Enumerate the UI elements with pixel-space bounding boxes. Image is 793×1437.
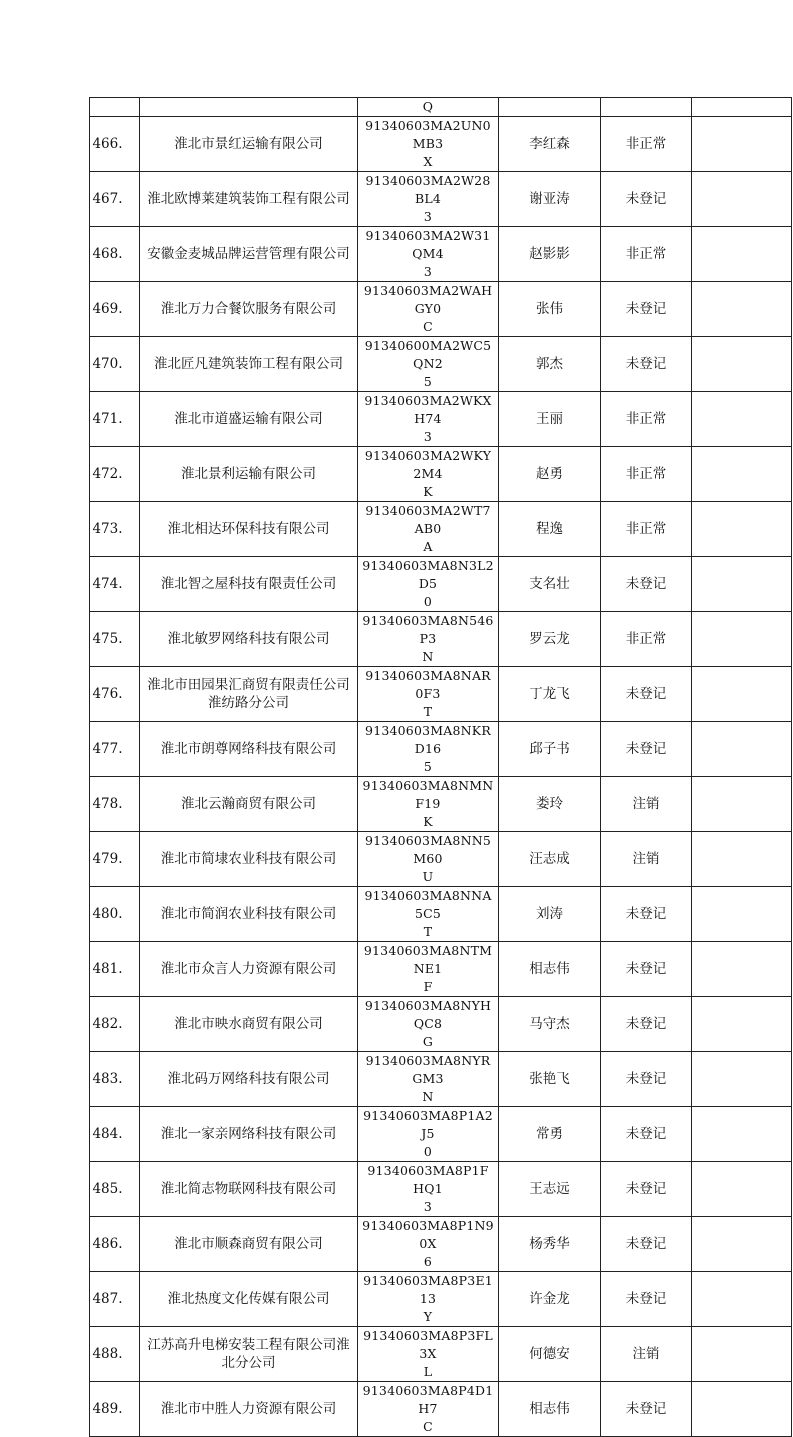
legal-person: 赵影影: [499, 227, 601, 282]
row-number: 487.: [90, 1272, 140, 1327]
company-name: 淮北市景红运输有限公司: [140, 117, 358, 172]
company-name: 淮北市道盛运输有限公司: [140, 392, 358, 447]
credit-code-line2: 5: [423, 759, 433, 774]
row-number: 477.: [90, 722, 140, 777]
credit-code: [358, 997, 499, 1052]
table-row: [90, 997, 792, 1052]
remark-cell: [692, 337, 792, 392]
table-row: [90, 1382, 792, 1437]
remark-cell: [692, 667, 792, 722]
company-name: 淮北一家亲网络科技有限公司: [140, 1107, 358, 1162]
credit-code-line2: C: [423, 319, 433, 334]
credit-code-line2: G: [422, 1034, 434, 1049]
number-cell: [90, 98, 140, 117]
tax-status: 非正常: [601, 447, 692, 502]
company-name: 淮北市映水商贸有限公司: [140, 997, 358, 1052]
credit-code-line1: 91340603MA8P1FHQ1: [367, 1163, 489, 1196]
company-name: 江苏高升电梯安装工程有限公司淮北分公司: [140, 1327, 358, 1382]
credit-code: [358, 1272, 499, 1327]
tax-status: 非正常: [601, 227, 692, 282]
credit-code-line2: A: [423, 539, 433, 554]
table-row: [90, 1107, 792, 1162]
company-name: 淮北市简埭农业科技有限公司: [140, 832, 358, 887]
company-name: 淮北市顺森商贸有限公司: [140, 1217, 358, 1272]
credit-code-line2: 3: [423, 429, 433, 444]
credit-code-line1: 91340603MA8NAR0F3: [365, 668, 491, 701]
row-number: 484.: [90, 1107, 140, 1162]
credit-code-line1: 91340600MA2WC5QN2: [364, 338, 492, 371]
tax-status: 未登记: [601, 997, 692, 1052]
credit-code-line1: 91340603MA8N3L2D5: [362, 558, 494, 591]
remark-cell: [692, 1162, 792, 1217]
legal-person: 许金龙: [499, 1272, 601, 1327]
table-row: [90, 887, 792, 942]
remark-cell: [692, 227, 792, 282]
legal-person: 赵勇: [499, 447, 601, 502]
credit-code-line1: 91340603MA2UN0MB3: [365, 118, 491, 151]
tax-status: 未登记: [601, 282, 692, 337]
table-row: [90, 667, 792, 722]
remark-cell: [692, 98, 792, 117]
remark-cell: [692, 172, 792, 227]
credit-code: [358, 667, 499, 722]
remark-cell: [692, 282, 792, 337]
remark-cell: [692, 447, 792, 502]
remark-cell: [692, 1272, 792, 1327]
credit-code-line1: 91340603MA2WT7AB0: [365, 503, 491, 536]
credit-code: [358, 392, 499, 447]
row-number: 470.: [90, 337, 140, 392]
credit-code: [358, 942, 499, 997]
legal-person: 张艳飞: [499, 1052, 601, 1107]
credit-code: [358, 1052, 499, 1107]
credit-code: [358, 502, 499, 557]
credit-code: [358, 227, 499, 282]
legal-person: 汪志成: [499, 832, 601, 887]
remark-cell: [692, 117, 792, 172]
tax-status: 未登记: [601, 1162, 692, 1217]
credit-code-cell: Q: [358, 98, 499, 117]
credit-code-line1: 91340603MA8P3E113: [363, 1273, 493, 1306]
row-number: 475.: [90, 612, 140, 667]
credit-code-line1: 91340603MA8P1A2J5: [363, 1108, 493, 1141]
company-name: 淮北相达环保科技有限公司: [140, 502, 358, 557]
legal-person: 支名壮: [499, 557, 601, 612]
credit-code-line2: K: [423, 814, 433, 829]
tax-status: 未登记: [601, 942, 692, 997]
remark-cell: [692, 502, 792, 557]
row-number: 468.: [90, 227, 140, 282]
legal-person: 王志远: [499, 1162, 601, 1217]
tax-status: 非正常: [601, 502, 692, 557]
company-name: 安徽金麦城品牌运营管理有限公司: [140, 227, 358, 282]
legal-person: 刘涛: [499, 887, 601, 942]
credit-code-line1: 91340603MA2WAHGY0: [363, 283, 493, 316]
company-name: 淮北景利运输有限公司: [140, 447, 358, 502]
credit-code-line1: 91340603MA2WKY2M4: [364, 448, 492, 481]
legal-person: 李红森: [499, 117, 601, 172]
credit-code: [358, 172, 499, 227]
row-number: 483.: [90, 1052, 140, 1107]
row-number: 473.: [90, 502, 140, 557]
tax-status: 未登记: [601, 667, 692, 722]
table-row: [90, 447, 792, 502]
company-name-cell: [140, 98, 358, 117]
table-row: [90, 557, 792, 612]
remark-cell: [692, 1217, 792, 1272]
row-number: 489.: [90, 1382, 140, 1437]
credit-code: [358, 612, 499, 667]
legal-person: 娄玲: [499, 777, 601, 832]
credit-code-line2: Y: [423, 1309, 433, 1324]
tax-status: 未登记: [601, 1217, 692, 1272]
row-number: 467.: [90, 172, 140, 227]
tax-status: 未登记: [601, 172, 692, 227]
credit-code: [358, 1327, 499, 1382]
legal-person: 杨秀华: [499, 1217, 601, 1272]
legal-person: 相志伟: [499, 942, 601, 997]
credit-code-line2: 6: [423, 1254, 433, 1269]
company-name: 淮北码万网络科技有限公司: [140, 1052, 358, 1107]
credit-code: [358, 1382, 499, 1437]
credit-code-line1: 91340603MA2W28BL4: [365, 173, 491, 206]
remark-cell: [692, 557, 792, 612]
credit-code-line1: 91340603MA8P3FL3X: [363, 1328, 493, 1361]
tax-status: 未登记: [601, 337, 692, 392]
row-number: 469.: [90, 282, 140, 337]
legal-person: 邱子书: [499, 722, 601, 777]
company-name: 淮北市朗尊网络科技有限公司: [140, 722, 358, 777]
credit-code-line2: T: [423, 704, 433, 719]
tax-status: 注销: [601, 832, 692, 887]
credit-code-line2: U: [422, 869, 434, 884]
company-name: 淮北市众言人力资源有限公司: [140, 942, 358, 997]
row-number: 472.: [90, 447, 140, 502]
taxpayer-status-table: [89, 97, 792, 1437]
row-number: 481.: [90, 942, 140, 997]
credit-code-line1: 91340603MA8P1N90X: [362, 1218, 494, 1251]
table-row-continuation: [90, 98, 792, 117]
company-name: 淮北云瀚商贸有限公司: [140, 777, 358, 832]
credit-code-line2: N: [422, 1089, 434, 1104]
credit-code-line2: 3: [423, 1199, 433, 1214]
tax-status: 未登记: [601, 557, 692, 612]
credit-code-line1: 91340603MA8NMNF19: [362, 778, 494, 811]
remark-cell: [692, 832, 792, 887]
credit-code-line1: 91340603MA8NYRGM3: [365, 1053, 491, 1086]
company-name: 淮北市中胜人力资源有限公司: [140, 1382, 358, 1437]
legal-person-cell: [499, 98, 601, 117]
table-row: [90, 392, 792, 447]
table-row: [90, 777, 792, 832]
table-row: [90, 227, 792, 282]
credit-code-line2: N: [422, 649, 434, 664]
row-number: 486.: [90, 1217, 140, 1272]
row-number: 485.: [90, 1162, 140, 1217]
row-number: 478.: [90, 777, 140, 832]
credit-code: [358, 887, 499, 942]
credit-code-line1: 91340603MA8NN5M60: [364, 833, 492, 866]
row-number: 471.: [90, 392, 140, 447]
legal-person: 张伟: [499, 282, 601, 337]
credit-code-line2: F: [423, 979, 433, 994]
legal-person: 郭杰: [499, 337, 601, 392]
legal-person: 何德安: [499, 1327, 601, 1382]
row-number: 476.: [90, 667, 140, 722]
credit-code-line1: 91340603MA8NKRD16: [365, 723, 491, 756]
legal-person: 谢亚涛: [499, 172, 601, 227]
credit-code-line2: 0: [423, 1144, 433, 1159]
remark-cell: [692, 942, 792, 997]
remark-cell: [692, 1052, 792, 1107]
table-row: [90, 282, 792, 337]
credit-code-line2: L: [423, 1364, 433, 1379]
remark-cell: [692, 1382, 792, 1437]
remark-cell: [692, 392, 792, 447]
tax-status: 未登记: [601, 1052, 692, 1107]
table-row: [90, 1217, 792, 1272]
remark-cell: [692, 612, 792, 667]
credit-code-line1: 91340603MA2WKXH74: [364, 393, 492, 426]
credit-code-line1: 91340603MA2W31QM4: [365, 228, 491, 261]
legal-person: 相志伟: [499, 1382, 601, 1437]
company-name: 淮北敏罗网络科技有限公司: [140, 612, 358, 667]
credit-code-line2: 0: [423, 594, 433, 609]
credit-code-line1: 91340603MA8NNA5C5: [364, 888, 492, 921]
table-row: [90, 942, 792, 997]
credit-code: [358, 282, 499, 337]
tax-status: 未登记: [601, 1382, 692, 1437]
table-row: [90, 1272, 792, 1327]
credit-code: [358, 832, 499, 887]
company-name: 淮北热度文化传媒有限公司: [140, 1272, 358, 1327]
company-name: 淮北匠凡建筑装饰工程有限公司: [140, 337, 358, 392]
tax-status: 非正常: [601, 612, 692, 667]
table-row: [90, 612, 792, 667]
company-name: 淮北欧博莱建筑装饰工程有限公司: [140, 172, 358, 227]
tax-status: 未登记: [601, 722, 692, 777]
company-name: 淮北万力合餐饮服务有限公司: [140, 282, 358, 337]
credit-code: [358, 777, 499, 832]
credit-code: [358, 557, 499, 612]
remark-cell: [692, 1327, 792, 1382]
tax-status: 非正常: [601, 117, 692, 172]
company-name: 淮北智之屋科技有限责任公司: [140, 557, 358, 612]
legal-person: 程逸: [499, 502, 601, 557]
credit-code-line1: 91340603MA8N546P3: [362, 613, 494, 646]
tax-status: 未登记: [601, 1272, 692, 1327]
table-row: [90, 172, 792, 227]
table-row: [90, 1162, 792, 1217]
credit-code-line2: 3: [423, 264, 433, 279]
credit-code: [358, 1162, 499, 1217]
credit-code: [358, 1107, 499, 1162]
company-name: 淮北简志物联网科技有限公司: [140, 1162, 358, 1217]
legal-person: 罗云龙: [499, 612, 601, 667]
row-number: 474.: [90, 557, 140, 612]
legal-person: 丁龙飞: [499, 667, 601, 722]
remark-cell: [692, 777, 792, 832]
table-row: [90, 722, 792, 777]
credit-code-line2: C: [423, 1419, 433, 1434]
credit-code-line1: 91340603MA8P4D1H7: [362, 1383, 494, 1416]
status-cell: [601, 98, 692, 117]
remark-cell: [692, 997, 792, 1052]
table-row: [90, 337, 792, 392]
table-row: [90, 117, 792, 172]
table-row: [90, 1327, 792, 1382]
legal-person: 王丽: [499, 392, 601, 447]
table-row: [90, 502, 792, 557]
credit-code-line2: K: [423, 484, 433, 499]
tax-status: 非正常: [601, 392, 692, 447]
company-name: 淮北市简润农业科技有限公司: [140, 887, 358, 942]
row-number: 479.: [90, 832, 140, 887]
credit-code-line2: T: [423, 924, 433, 939]
table-row: [90, 832, 792, 887]
credit-code: [358, 117, 499, 172]
company-name: 淮北市田园果汇商贸有限责任公司淮纺路分公司: [140, 667, 358, 722]
credit-code-line2: 5: [423, 374, 433, 389]
credit-code-line1: 91340603MA8NYHQC8: [364, 998, 492, 1031]
credit-code-line1: 91340603MA8NTMNE1: [363, 943, 493, 976]
tax-status: 未登记: [601, 1107, 692, 1162]
legal-person: 马守杰: [499, 997, 601, 1052]
credit-code-line2: X: [423, 154, 433, 169]
tax-status: 注销: [601, 777, 692, 832]
row-number: 480.: [90, 887, 140, 942]
row-number: 466.: [90, 117, 140, 172]
credit-code: [358, 337, 499, 392]
remark-cell: [692, 1107, 792, 1162]
credit-code: [358, 1217, 499, 1272]
credit-code-line2: 3: [423, 209, 433, 224]
remark-cell: [692, 887, 792, 942]
credit-code: [358, 722, 499, 777]
row-number: 488.: [90, 1327, 140, 1382]
tax-status: 注销: [601, 1327, 692, 1382]
remark-cell: [692, 722, 792, 777]
legal-person: 常勇: [499, 1107, 601, 1162]
tax-status: 未登记: [601, 887, 692, 942]
table-row: [90, 1052, 792, 1107]
credit-code: [358, 447, 499, 502]
row-number: 482.: [90, 997, 140, 1052]
